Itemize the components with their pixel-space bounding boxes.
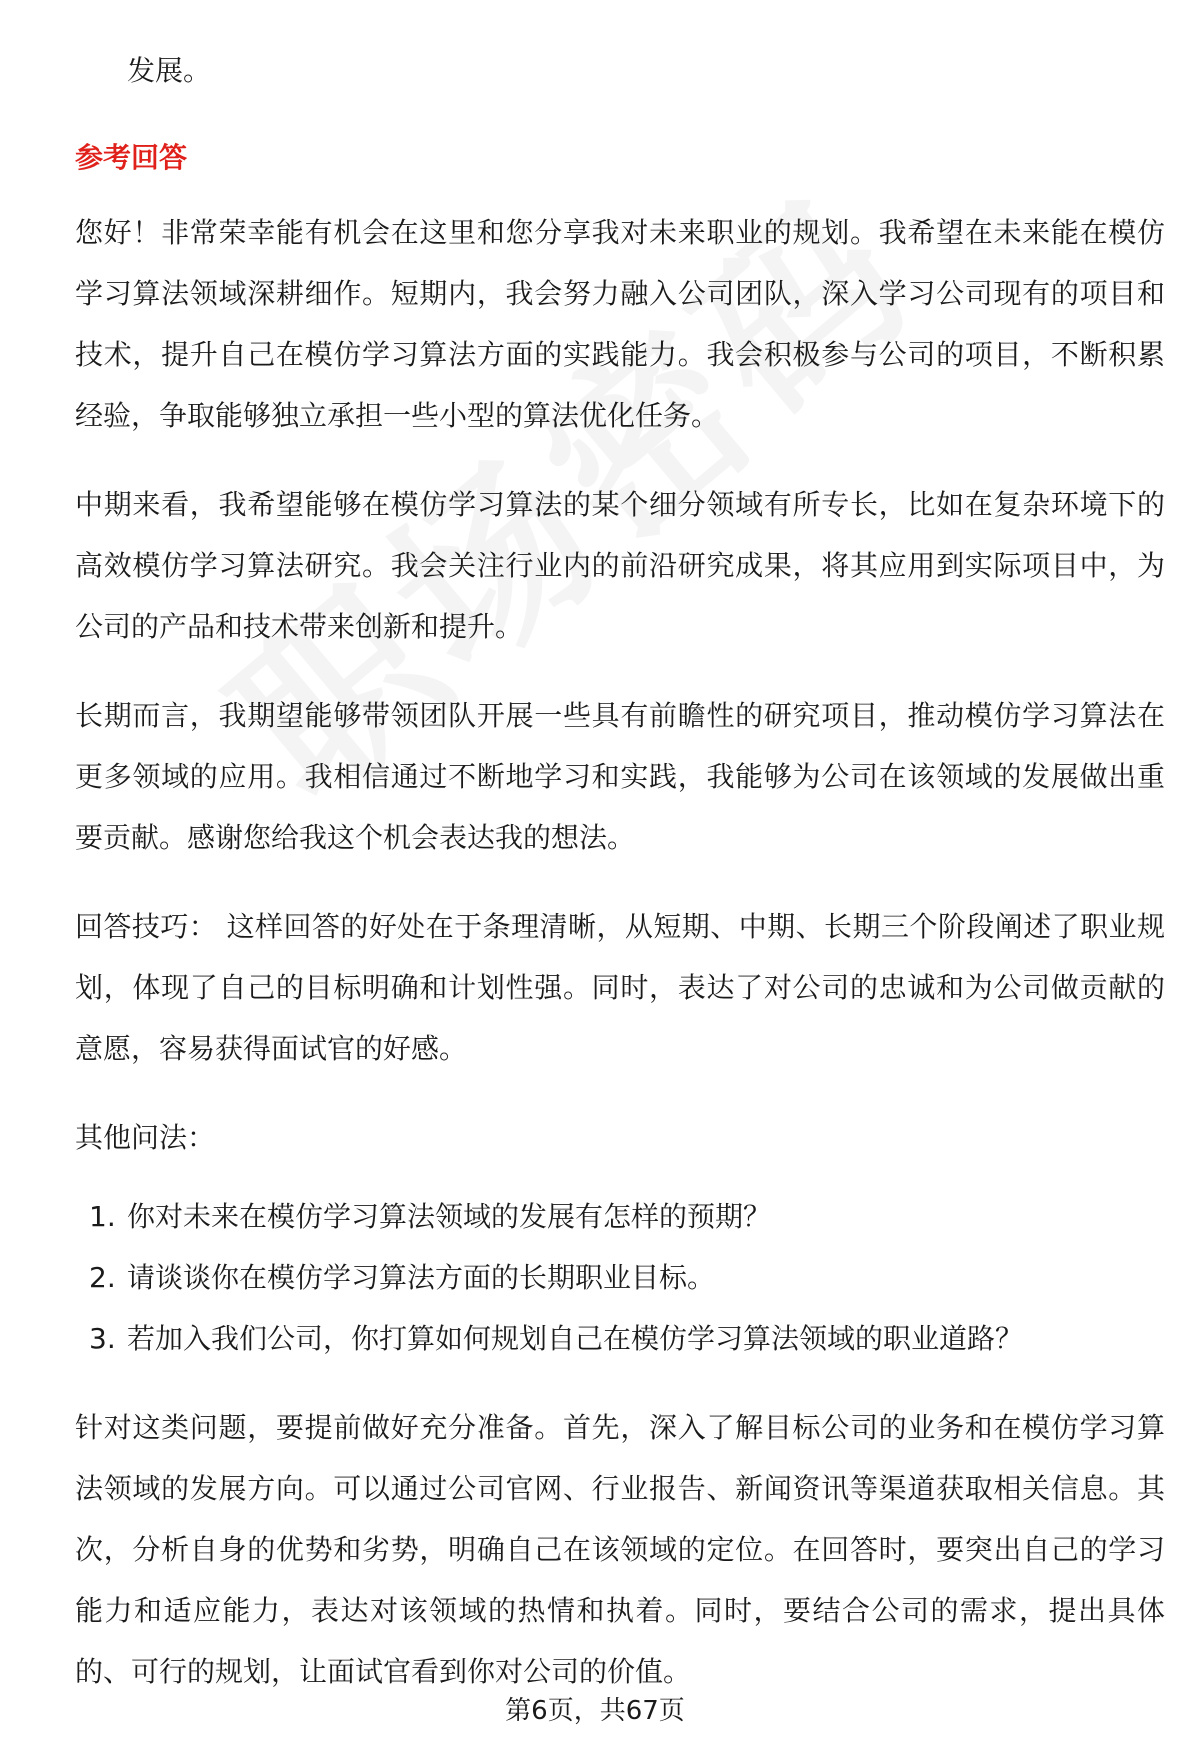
continuation-text: 发展。 <box>127 54 212 87</box>
list-item-number: 1. <box>89 1200 116 1233</box>
other-questions-list <box>75 1186 1165 1369</box>
list-item-number: 3. <box>89 1322 116 1355</box>
list-item-text: 若加入我们公司，你打算如何规划自己在模仿学习算法领域的职业道路？ <box>127 1322 1024 1355</box>
list-item-number: 2. <box>89 1261 116 1294</box>
list-item-text: 请谈谈你在模仿学习算法方面的长期职业目标。 <box>127 1261 716 1294</box>
list-item <box>75 1186 1165 1247</box>
answer-paragraph-long-term: 长期而言，我期望能够带领团队开展一些具有前瞻性的研究项目，推动模仿学习算法在更多领域的应用。我相信通过不断地学习和实践，我能够为公司在该领域的发展做出重要贡献。感谢您给我这个机会表达我的想法。 <box>75 699 1165 854</box>
answer-paragraph-mid-term: 中期来看，我希望能够在模仿学习算法的某个细分领域有所专长，比如在复杂环境下的高效模仿学习算法研究。我会关注行业内的前沿研究成果，将其应用到实际项目中，为公司的产品和技术带来创新和提升。 <box>75 488 1165 643</box>
list-item <box>75 1308 1165 1369</box>
document-body <box>75 40 1165 1702</box>
closing-paragraph: 针对这类问题，要提前做好充分准备。首先，深入了解目标公司的业务和在模仿学习算法领域的发展方向。可以通过公司官网、行业报告、新闻资讯等渠道获取相关信息。其次，分析自身的优势和劣势，明确自己在该领域的定位。在回答时，要突出自己的学习能力和适应能力，表达对该领域的热情和执着。同时，要结合公司的需求，提出具体的、可行的规划，让面试官看到你对公司的价值。 <box>75 1411 1165 1688</box>
section-heading: 参考回答 <box>75 141 188 174</box>
list-item <box>75 1247 1165 1308</box>
page-number-footer: 第6页，共67页 <box>505 1696 685 1726</box>
answer-paragraph-short-term: 您好！非常荣幸能有机会在这里和您分享我对未来职业的规划。我希望在未来能在模仿学习算法领域深耕细作。短期内，我会努力融入公司团队，深入学习公司现有的项目和技术，提升自己在模仿学习算法方面的实践能力。我会积极参与公司的项目，不断积累经验，争取能够独立承担一些小型的算法优化任务。 <box>75 216 1165 432</box>
list-item-text: 你对未来在模仿学习算法领域的发展有怎样的预期？ <box>127 1200 772 1233</box>
answer-tips-paragraph: 回答技巧： 这样回答的好处在于条理清晰，从短期、中期、长期三个阶段阐述了职业规划，体现了自己的目标明确和计划性强。同时，表达了对公司的忠诚和为公司做贡献的意愿，容易获得面试官的好感。 <box>75 910 1165 1065</box>
other-questions-label: 其他问法： <box>75 1121 216 1154</box>
